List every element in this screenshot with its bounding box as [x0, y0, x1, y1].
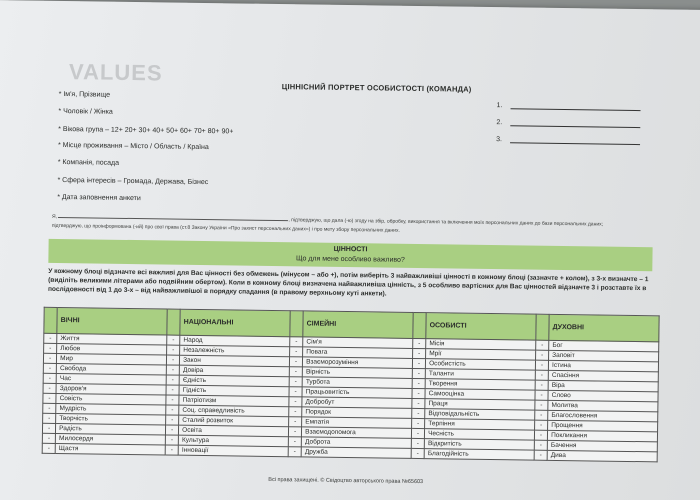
- mark-cell[interactable]: -: [289, 417, 302, 427]
- mark-cell[interactable]: -: [412, 378, 425, 388]
- value-cell: Місія: [426, 339, 536, 351]
- value-cell: Радість: [56, 423, 166, 435]
- value-cell: Доброта: [301, 437, 411, 449]
- mark-cell[interactable]: -: [43, 403, 56, 413]
- mark-cell[interactable]: -: [166, 415, 179, 425]
- mark-cell[interactable]: -: [411, 438, 424, 448]
- mark-cell[interactable]: -: [166, 375, 179, 385]
- value-cell: Милосердя: [55, 433, 165, 445]
- value-cell: Творення: [425, 379, 535, 391]
- mark-cell[interactable]: -: [42, 433, 55, 443]
- value-cell: Щастя: [55, 443, 165, 455]
- field-interests: * Сфера інтересів – Громада, Держава, Бізнес: [57, 176, 209, 187]
- value-cell: Любов: [57, 343, 167, 355]
- value-cell: Молитва: [548, 400, 658, 412]
- value-cell: Покликання: [548, 430, 658, 442]
- mark-cell[interactable]: -: [412, 388, 425, 398]
- mark-cell[interactable]: -: [535, 370, 548, 380]
- column-header: ВІЧНІ: [57, 307, 167, 335]
- banner-title: ЦІННОСТІ: [333, 245, 368, 254]
- value-cell: Свобода: [56, 363, 166, 375]
- consent-statement: [52, 213, 632, 239]
- mark-cell[interactable]: -: [44, 333, 57, 343]
- value-cell: Працьовитість: [302, 387, 412, 399]
- mark-cell[interactable]: -: [166, 405, 179, 415]
- mark-cell[interactable]: -: [288, 427, 301, 437]
- mark-cell[interactable]: -: [536, 340, 549, 350]
- value-cell: Довіра: [179, 365, 289, 377]
- rank-label: 3.: [496, 136, 502, 144]
- copyright-footer: Всі права захищені. © Свідоцтво авторського права №65603: [268, 476, 424, 486]
- mark-cell[interactable]: -: [166, 395, 179, 405]
- mark-cell[interactable]: -: [289, 357, 302, 367]
- value-cell: Гідність: [179, 385, 289, 397]
- value-cell: Спасіння: [548, 370, 658, 382]
- mark-cell[interactable]: -: [289, 377, 302, 387]
- value-cell: Істина: [548, 360, 658, 372]
- field-age-group: * Вікова група – 12+ 20+ 30+ 40+ 50+ 60+ 70+ 80+ 90+: [58, 125, 234, 136]
- mark-cell[interactable]: -: [43, 393, 56, 403]
- values-table: [42, 307, 660, 463]
- banner-subtitle: Що для мене особливо важливо?: [295, 255, 405, 264]
- field-name: * Ім'я, Прізвище: [58, 90, 111, 99]
- mark-cell[interactable]: -: [43, 413, 56, 423]
- column-header: НАЦІОНАЛЬНІ: [180, 309, 290, 337]
- value-cell: Патріотизм: [179, 395, 289, 407]
- value-cell: Повага: [303, 347, 413, 359]
- mark-cell[interactable]: -: [535, 390, 548, 400]
- value-cell: Самооцінка: [425, 389, 535, 401]
- value-cell: Праця: [425, 399, 535, 411]
- mark-cell[interactable]: -: [412, 398, 425, 408]
- mark-cell[interactable]: -: [165, 435, 178, 445]
- mark-cell[interactable]: -: [290, 347, 303, 357]
- mark-cell[interactable]: -: [44, 343, 57, 353]
- rank-line-1[interactable]: [497, 102, 641, 111]
- column-header: ДУХОВНІ: [549, 314, 659, 342]
- mark-cell[interactable]: -: [412, 368, 425, 378]
- instructions: У кожному блоці відзначте всі важливі для Вас цінності без обмежень (мінусом – або +), потім виберіть 3 найважливіші цінності в кожному блоці (зазначте + колом), з 3-х визначте – 1 (виділіть великими літерами або подвійним обертом). Коли в кожному блоці визначена найважливіша цінність, з 5 особливо вартісних для Вас цінностей відзначте 3 і розставте їх в послідовності від 1 до 3-х – від найважливішої в порядку спадання (в правому верхньому куті анкети).: [47, 267, 649, 298]
- value-cell: Незалежність: [180, 345, 290, 357]
- mark-cell[interactable]: -: [42, 443, 55, 453]
- values-logo: VALUES: [68, 59, 163, 86]
- rank-line-3[interactable]: [496, 136, 640, 145]
- value-cell: Сталий розвиток: [179, 415, 289, 427]
- mark-cell[interactable]: -: [412, 408, 425, 418]
- value-cell: Прощення: [548, 420, 658, 432]
- consent-prefix: Я,: [51, 213, 58, 220]
- mark-cell[interactable]: -: [412, 348, 425, 358]
- rank-label: 1.: [496, 102, 503, 110]
- mark-cell[interactable]: -: [535, 400, 548, 410]
- value-cell: Соц. справедливість: [179, 405, 289, 417]
- mark-cell[interactable]: -: [534, 440, 547, 450]
- mark-cell[interactable]: -: [535, 360, 548, 370]
- value-cell: Совість: [56, 393, 166, 405]
- value-cell: Заповіт: [549, 350, 659, 362]
- value-cell: Мрії: [426, 349, 536, 361]
- value-cell: Народ: [180, 335, 290, 347]
- mark-cell[interactable]: -: [534, 420, 547, 430]
- mark-cell[interactable]: -: [43, 363, 56, 373]
- value-cell: Дива: [547, 450, 657, 462]
- mark-cell[interactable]: -: [43, 373, 56, 383]
- value-cell: Емпатія: [302, 417, 412, 429]
- value-cell: Бог: [549, 340, 659, 352]
- column-header: ОСОБИСТІ: [426, 313, 536, 341]
- mark-cell[interactable]: -: [288, 447, 301, 457]
- value-cell: Вірність: [302, 367, 412, 379]
- value-cell: Мир: [57, 353, 167, 365]
- value-cell: Віра: [548, 380, 658, 392]
- value-cell: Турбота: [302, 377, 412, 389]
- mark-cell[interactable]: -: [288, 437, 301, 447]
- mark-cell[interactable]: -: [289, 367, 302, 377]
- value-cell: Таланти: [425, 369, 535, 381]
- mark-cell[interactable]: -: [412, 418, 425, 428]
- mark-cell[interactable]: -: [42, 423, 55, 433]
- value-cell: Бачення: [547, 440, 657, 452]
- mark-cell[interactable]: -: [165, 425, 178, 435]
- value-cell: Особистість: [426, 359, 536, 371]
- value-cell: Взаємодопомога: [302, 427, 412, 439]
- field-residence: * Місце проживання – Місто / Область / Країна: [57, 141, 209, 152]
- mark-cell[interactable]: -: [535, 410, 548, 420]
- mark-cell[interactable]: -: [535, 380, 548, 390]
- value-cell: Благодійність: [424, 449, 534, 461]
- mark-cell[interactable]: -: [289, 407, 302, 417]
- values-banner: [48, 239, 652, 271]
- value-cell: Життя: [57, 333, 167, 345]
- mark-cell[interactable]: -: [167, 345, 180, 355]
- column-header: СІМЕЙНІ: [303, 311, 413, 339]
- value-cell: Благословення: [548, 410, 658, 422]
- mark-cell[interactable]: -: [166, 355, 179, 365]
- value-cell: Єдність: [179, 375, 289, 387]
- mark-cell[interactable]: -: [166, 385, 179, 395]
- value-cell: Взаєморозуміння: [303, 357, 413, 369]
- rank-label: 2.: [496, 119, 503, 127]
- mark-cell[interactable]: -: [43, 383, 56, 393]
- mark-cell[interactable]: -: [289, 397, 302, 407]
- value-cell: Дружба: [301, 447, 411, 459]
- value-cell: Мудрість: [56, 403, 166, 415]
- field-gender: * Чоловік / Жінка: [58, 107, 113, 116]
- value-cell: Інновації: [178, 445, 288, 457]
- consent-name-blank[interactable]: [58, 217, 288, 221]
- mark-cell[interactable]: -: [534, 450, 547, 460]
- value-cell: Відповідальність: [425, 409, 535, 421]
- mark-cell[interactable]: -: [535, 350, 548, 360]
- mark-cell[interactable]: -: [534, 430, 547, 440]
- value-cell: Освіта: [179, 425, 289, 437]
- mark-cell[interactable]: -: [411, 448, 424, 458]
- mark-cell[interactable]: -: [43, 353, 56, 363]
- mark-cell[interactable]: -: [413, 338, 426, 348]
- value-cell: Здоров'я: [56, 383, 166, 395]
- field-date: * Дата заповнення анкети: [57, 193, 141, 203]
- value-cell: Порядок: [302, 407, 412, 419]
- value-cell: Час: [56, 373, 166, 385]
- mark-cell[interactable]: -: [165, 445, 178, 455]
- document-title: ЦІННІСНИЙ ПОРТРЕТ ОСОБИСТОСТІ (КОМАНДА): [281, 82, 472, 94]
- rank-line-2[interactable]: [496, 119, 640, 128]
- value-cell: Культура: [178, 435, 288, 447]
- mark-cell[interactable]: -: [290, 337, 303, 347]
- value-cell: Закон: [180, 355, 290, 367]
- mark-cell[interactable]: -: [411, 428, 424, 438]
- consent-text: , підтверджую, що дала (-ю) згоду на збір, обробку, використання та включення моїх персональних даних до бази персональних даних; підтверджую, що проінформована (-ий) про свої права (ст.8 Закону України «Про захист персональних даних») і про мету збору персональних даних.: [51, 217, 604, 234]
- value-cell: Сім'я: [303, 337, 413, 349]
- value-cell: Терпіння: [425, 419, 535, 431]
- mark-cell[interactable]: -: [167, 335, 180, 345]
- value-cell: Добробут: [302, 397, 412, 409]
- value-cell: Чесність: [425, 429, 535, 441]
- mark-cell[interactable]: -: [412, 358, 425, 368]
- mark-cell[interactable]: -: [289, 387, 302, 397]
- mark-cell[interactable]: -: [166, 365, 179, 375]
- value-cell: Слово: [548, 390, 658, 402]
- field-company: * Компанія, посада: [57, 158, 120, 167]
- value-cell: Відкритість: [424, 439, 534, 451]
- value-cell: Творчість: [56, 413, 166, 425]
